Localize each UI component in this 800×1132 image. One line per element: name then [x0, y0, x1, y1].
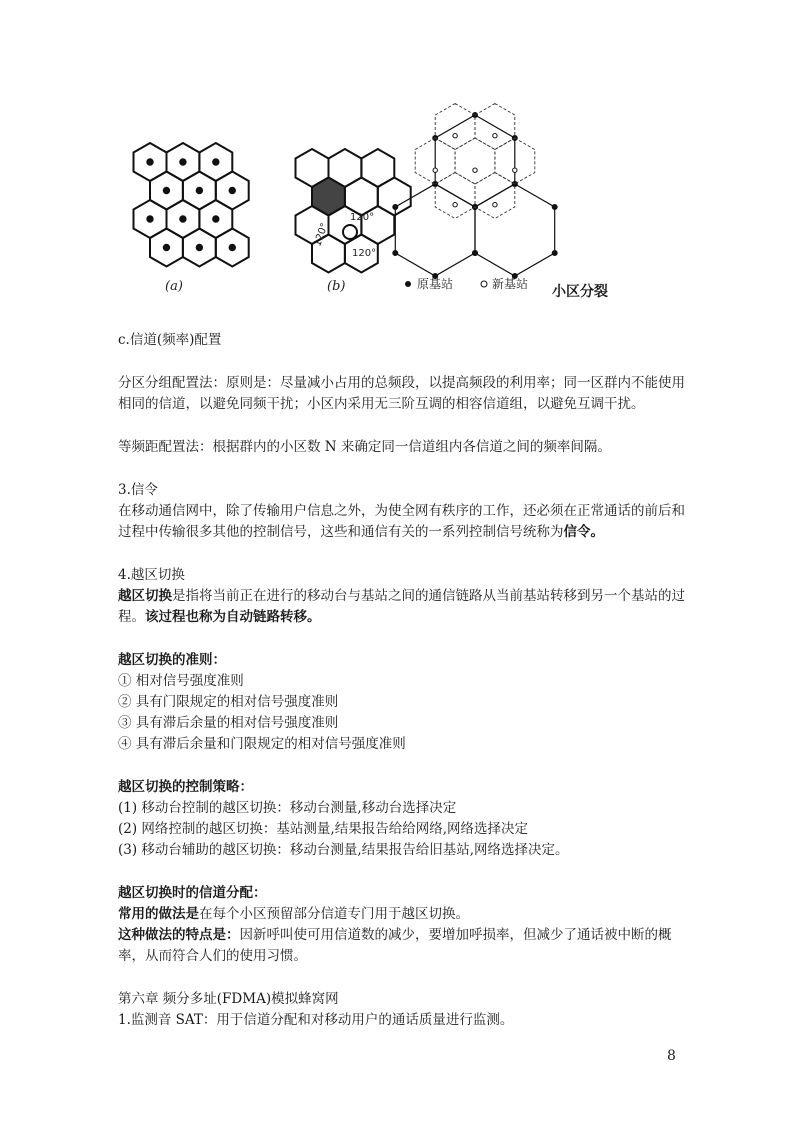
base-station-dot — [213, 216, 219, 222]
criteria-item: ① 相对信号强度准则 — [118, 673, 244, 689]
document-body — [118, 330, 688, 1031]
base-station-dot — [163, 187, 169, 193]
old-base-station — [393, 251, 398, 256]
channel-para-1: 常用的做法是在每个小区预留部分信道专门用于越区切换。 — [118, 906, 469, 922]
section-3-title: 3.信令 — [118, 482, 158, 498]
base-station-dot — [163, 244, 169, 250]
section-3-para: 在移动通信网中，除了传输用户信息之外，为使全网有秩序的工作，还必须在正常通话的前后和过程中传输很多其他的控制信号，这些和通信有关的一系列控制信号统称为信令。 — [118, 503, 685, 540]
section-c-title: c.信道(频率)配置 — [118, 332, 222, 348]
criteria-item: ③ 具有滞后余量的相对信号强度准则 — [118, 715, 339, 731]
section-c-para-2: 等频距配置法：根据群内的小区数 N 来确定同一信道组内各信道之间的频率间隔。 — [118, 439, 611, 455]
section-c-para-1: 分区分组配置法：原则是：尽量减小占用的总频段，以提高频段的利用率；同一区群内不能使用相同的信道，以避免同频干扰；小区内采用无三阶互调的相容信道组，以避免互调干扰。 — [118, 375, 685, 412]
new-base-station — [453, 203, 457, 207]
base-station-dot — [196, 244, 202, 250]
base-station-dot — [229, 187, 235, 193]
figure-a-hex-grid — [134, 143, 249, 267]
angle-label-1: 120° — [350, 212, 375, 223]
base-station-dot — [180, 216, 186, 222]
new-base-station — [453, 134, 457, 138]
angle-label-2: 120° — [312, 221, 331, 249]
base-station-dot — [180, 159, 186, 165]
base-station-dot — [147, 216, 153, 222]
old-base-station — [393, 205, 398, 210]
section-4-title: 4.越区切换 — [118, 567, 185, 583]
old-base-station — [473, 251, 478, 256]
figure-b-label: (b) — [327, 279, 346, 294]
figure-a-label: (a) — [165, 279, 183, 294]
chapter-6-title: 第六章 频分多址(FDMA)模拟蜂窝网 — [118, 991, 339, 1007]
legend-old-station-dot — [405, 281, 411, 287]
legend-new-station-dot — [481, 281, 487, 287]
section-4-para: 越区切换是指将当前正在进行的移动台与基站之间的通信链路从当前基站转移到另一个基站的过程。该过程也称为自动链路转移。 — [118, 588, 685, 625]
angle-label-3: 120° — [352, 248, 377, 259]
control-title: 越区切换的控制策略： — [118, 779, 253, 795]
criteria-item: ② 具有门限规定的相对信号强度准则 — [118, 694, 339, 710]
base-station-dot — [147, 159, 153, 165]
figure-cell-split — [393, 104, 557, 279]
control-item: (2) 网络控制的越区切换：基站测量,结果报告给给网络,网络选择决定 — [118, 821, 528, 837]
legend-old-station: 原基站 — [417, 277, 454, 291]
new-base-station — [513, 168, 517, 172]
legend-new-station: 新基站 — [492, 277, 529, 291]
new-base-station — [433, 168, 437, 172]
channel-para-2: 这种做法的特点是：因新呼叫使可用信道数的减少，要增加呼损率，但减少了通话被中断的概率，从而符合人们的使用习惯。 — [118, 927, 672, 964]
new-base-station — [493, 134, 497, 138]
base-station-dot — [213, 159, 219, 165]
sector-center-marker — [343, 225, 357, 239]
small-hex-cell — [455, 138, 495, 184]
channel-title: 越区切换时的信道分配： — [118, 885, 267, 901]
control-item: (3) 移动台辅助的越区切换：移动台测量,结果报告给旧基站,网络选择决定。 — [118, 842, 569, 858]
base-station-dot — [229, 244, 235, 250]
page-number: 8 — [667, 1048, 676, 1064]
criteria-title: 越区切换的准则： — [118, 652, 226, 668]
cell-figures — [0, 0, 800, 320]
figure-title: 小区分裂 — [552, 284, 608, 300]
criteria-item: ④ 具有滞后余量和门限规定的相对信号强度准则 — [118, 736, 406, 752]
new-base-station — [473, 168, 477, 172]
base-station-dot — [196, 187, 202, 193]
control-item: (1) 移动台控制的越区切换：移动台测量,移动台选择决定 — [118, 800, 457, 816]
old-base-station — [552, 205, 557, 210]
chapter-6-para-1: 1.监测音 SAT：用于信道分配和对移动用户的通话质量进行监测。 — [118, 1012, 514, 1028]
old-base-station — [433, 182, 438, 187]
new-base-station — [493, 203, 497, 207]
old-base-station — [552, 251, 557, 256]
